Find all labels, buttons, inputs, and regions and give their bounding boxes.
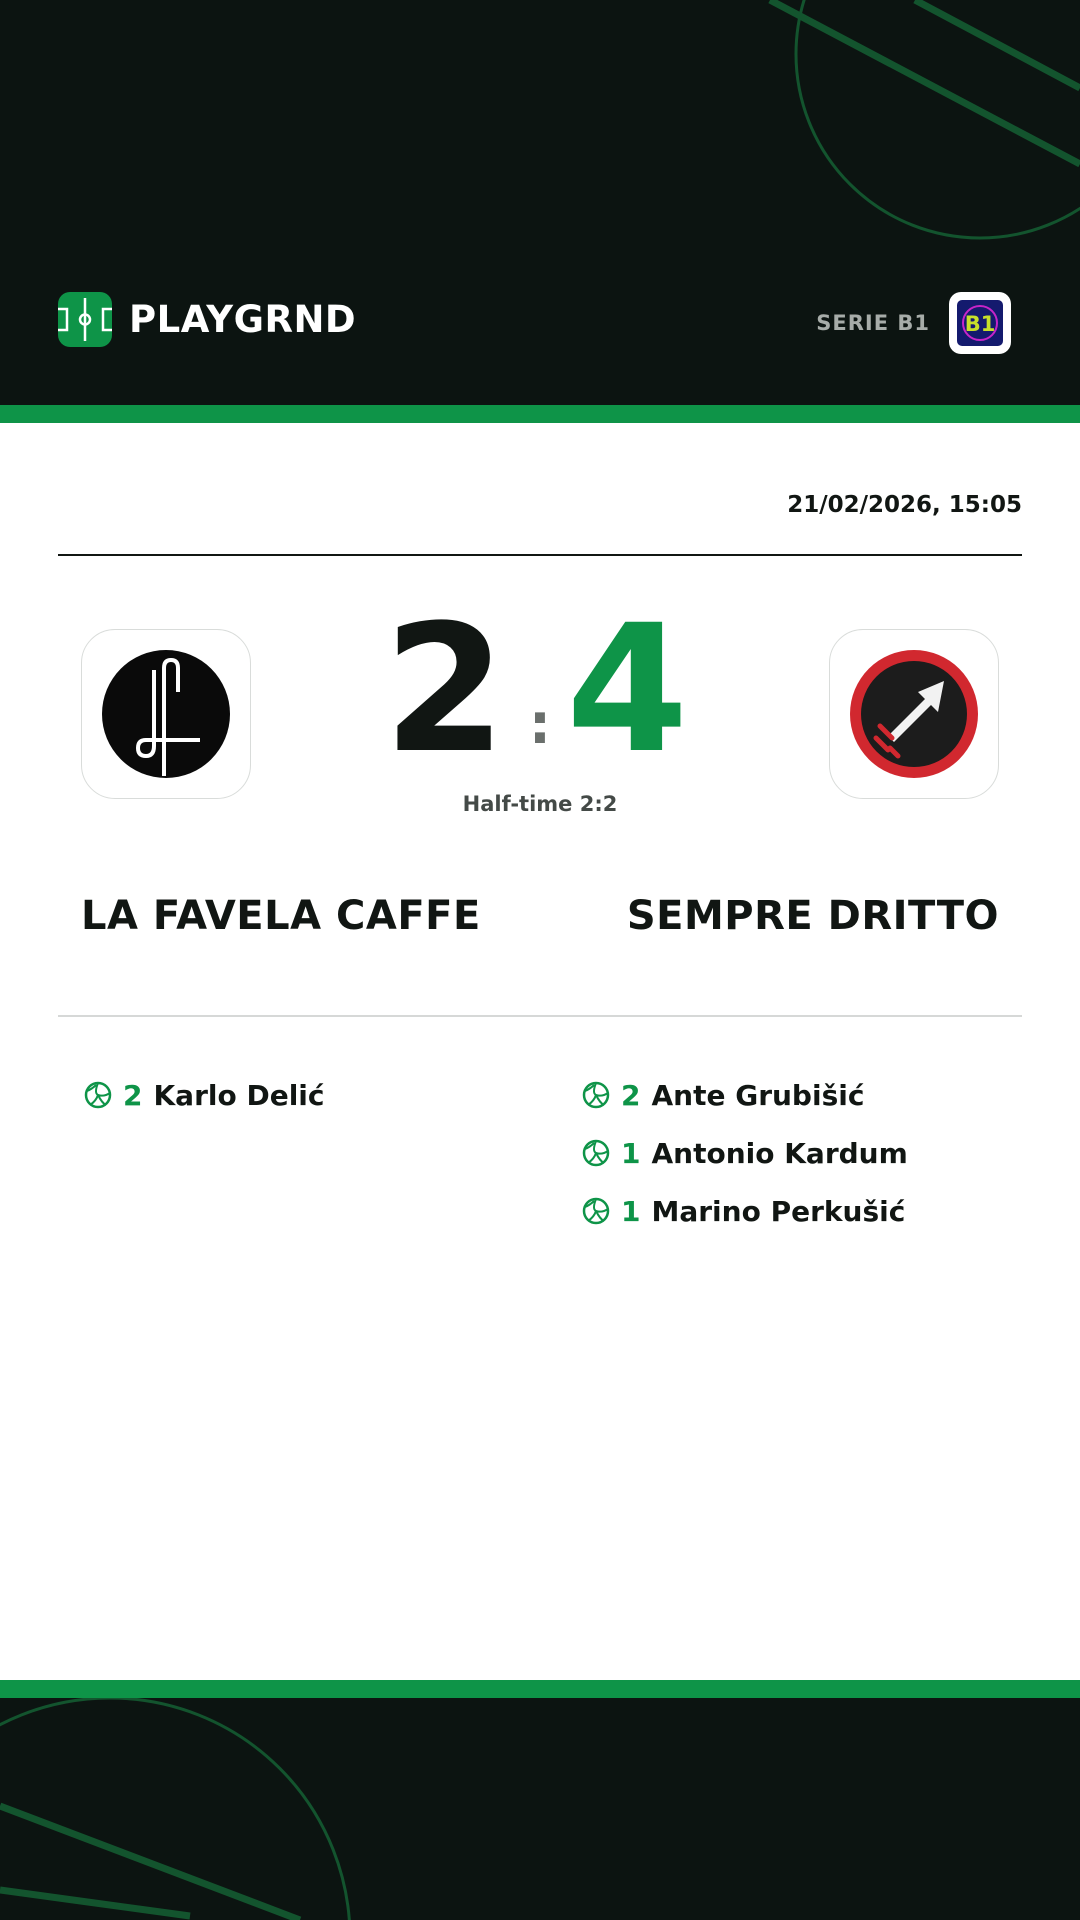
accent-bar-top [0, 405, 1080, 423]
accent-bar-bottom [0, 1680, 1080, 1698]
away-scorers-list [582, 1066, 908, 1240]
brand[interactable] [58, 291, 356, 347]
scorer-row[interactable] [582, 1124, 908, 1182]
scorer-name: Ante Grubišić [651, 1078, 865, 1112]
ball-icon [582, 1081, 610, 1109]
scorer-goals: 2 [621, 1078, 641, 1112]
league-badge [949, 292, 1011, 354]
scorer-goals: 2 [123, 1078, 143, 1112]
scorer-row[interactable] [582, 1066, 908, 1124]
divider [58, 554, 1022, 556]
scorer-row[interactable] [84, 1066, 325, 1124]
scorer-name: Marino Perkušić [651, 1194, 906, 1228]
pitch-icon [58, 292, 112, 347]
halftime-score: Half-time 2:2 [462, 792, 618, 816]
brand-name: PLAYGRND [129, 297, 357, 341]
league-badge-label: B1 [964, 312, 996, 336]
scorer-name: Karlo Delić [153, 1078, 325, 1112]
header [0, 0, 1080, 405]
divider [58, 1015, 1022, 1017]
league-info [816, 292, 1011, 354]
ball-icon [84, 1081, 112, 1109]
match-datetime: 21/02/2026, 15:05 [787, 492, 1022, 518]
ball-icon [582, 1197, 610, 1225]
home-score: 2 [383, 587, 506, 792]
scorer-row[interactable] [582, 1182, 908, 1240]
scorer-goals: 1 [621, 1136, 641, 1170]
score-separator: : [528, 692, 552, 757]
away-team-name[interactable]: SEMPRE DRITTO [626, 893, 999, 939]
league-name: SERIE B1 [816, 311, 930, 335]
footer [0, 1698, 1080, 1920]
scorer-goals: 1 [621, 1194, 641, 1228]
home-team-name[interactable]: LA FAVELA CAFFE [81, 893, 481, 939]
away-score: 4 [566, 587, 689, 792]
scoreboard [0, 587, 1080, 792]
home-scorers-list [84, 1066, 325, 1124]
ball-icon [582, 1139, 610, 1167]
decorative-pitch-lines [0, 1698, 1080, 1920]
scorer-name: Antonio Kardum [651, 1136, 908, 1170]
